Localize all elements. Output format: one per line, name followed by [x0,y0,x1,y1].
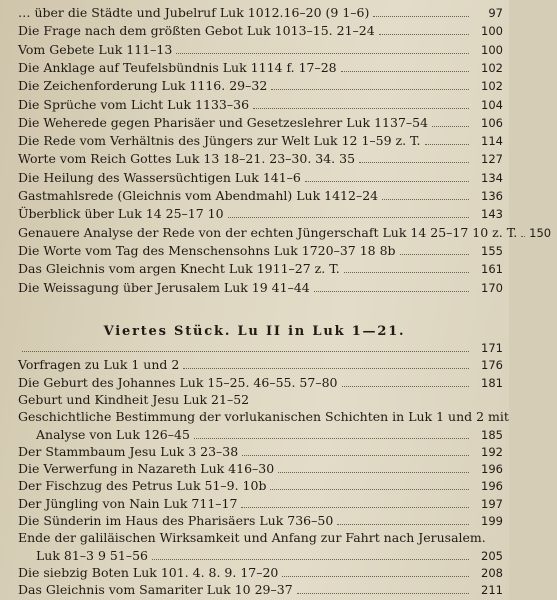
toc-entry [0,171,509,185]
toc-entry-title: Der Fischzug des Petrus Luk 51–9. 10b [18,478,267,494]
toc-entry [0,152,509,166]
toc-entry-page: 185 [481,427,503,442]
dot-leader [379,34,469,35]
toc-entry-title: Die Anklage auf Teufelsbündnis Luk 1114 f. 17–28 [18,59,337,75]
toc-entry-page: 106 [481,115,503,130]
toc-entry-page: 211 [481,583,503,598]
toc-entry-title: Die siebzig Boten Luk 101. 4. 8. 9. 17–20 [18,564,279,580]
dot-leader [183,368,469,369]
toc-entry [0,207,509,221]
dot-leader [305,181,469,182]
toc-entry [0,462,509,476]
toc-entry [0,244,509,258]
toc-entry-title: Die Weherede gegen Pharisäer und Gesetzeslehrer Luk 1137–54 [18,114,429,130]
dot-leader [359,162,469,163]
toc-entry-page: 155 [481,243,503,258]
toc-entry [0,393,509,407]
toc-entry-page: 136 [481,189,503,203]
dot-leader [342,386,470,387]
toc-entry-page: 176 [481,358,503,373]
dot-leader [425,144,469,145]
toc-entry-title: Die Rede vom Verhältnis des Jüngers zur Welt Luk 12 1–59 z. T. [18,133,421,149]
toc-entry [0,549,509,563]
toc-entry-title: Genauere Analyse der Rede von der echten Jüngerschaft Luk 14 25–17 10 z. T. [18,224,518,240]
toc-entry-page: 205 [481,548,503,563]
dot-leader [521,236,525,237]
toc-entry [0,98,509,112]
toc-entry-page: 196 [481,479,503,494]
toc-entry-page: 102 [481,60,503,75]
toc-entry [0,134,509,148]
toc-entry-title: Die Zeichenforderung Luk 1116. 29–32 [18,78,268,94]
toc-entry-title: Das Gleichnis vom argen Knecht Luk 1911–27 z. T. [18,261,340,277]
toc-entry-page: 196 [481,462,503,477]
toc-entry [0,428,509,442]
toc-entry [0,358,509,372]
toc-entry-page: 100 [481,42,503,57]
dot-leader [242,455,469,456]
toc-entry-page: 161 [481,262,503,277]
toc-entry-page: 171 [481,341,503,355]
toc-entry-title: Das Gleichnis vom Samariter Luk 10 29–37 [18,582,293,598]
toc-entry-title: Die Verwerfung in Nazareth Luk 416–30 [18,461,275,477]
dot-leader [314,291,469,292]
section-heading: Viertes Stück. Lu II in Luk 1—21. [103,324,406,339]
toc-entry-page: 143 [481,207,503,222]
toc-entry-page: 181 [481,375,503,390]
dot-leader [382,199,469,200]
dot-leader [344,272,469,273]
toc-entry-title: Ende der galiläischen Wirksamkeit und Anfang zur Fahrt nach Jerusalem. [18,530,486,546]
toc-entry-title: Die Sprüche vom Licht Luk 1133–36 [18,96,250,112]
toc-entry [0,43,509,57]
toc-entry-title: Die Weissagung über Jerusalem Luk 19 41–44 [18,279,310,295]
toc-entry [0,189,509,203]
dot-leader [341,71,469,72]
dot-leader [432,126,469,127]
toc-entry-title: Der Jüngling von Nain Luk 711–17 [18,495,238,511]
dot-leader [373,16,469,17]
dot-leader [228,217,469,218]
toc-entry-title: Worte vom Reich Gottes Luk 13 18–21. 23–30. 34. 35 [18,151,356,167]
toc-entry-page: 170 [481,280,503,295]
toc-entry-title: Die Worte vom Tag des Menschensohns Luk 1720–37 18 8b [18,242,396,258]
toc-entry-page: 134 [481,170,503,185]
toc-entry-page: 102 [481,79,503,94]
dot-leader [400,254,469,255]
dot-leader [270,489,469,490]
toc-entry-title: Überblick über Luk 14 25–17 10 [18,206,224,222]
toc-entry-page: 192 [481,444,503,459]
toc-entry-title: Der Stammbaum Jesu Luk 3 23–38 [18,443,239,459]
toc-entry [0,262,509,276]
toc-entry [0,566,509,580]
dot-leader [278,472,469,473]
toc-entry-title: Die Geburt des Johannes Luk 15–25. 46–55. 57–80 [18,374,338,390]
toc-entry [0,224,552,240]
toc-entry-page: 150 [529,225,552,240]
toc-entry-title: Vom Gebete Luk 111–13 [18,41,173,57]
toc-entry [0,479,509,493]
toc-entry-page: 100 [481,24,503,39]
toc-entry-title: Luk 81–3 9 51–56 [36,547,148,563]
toc-entry-title: Die Sünderin im Haus des Pharisäers Luk 736–50 [18,513,334,528]
toc-entry-title: Analyse von Luk 126–45 [36,426,190,442]
toc-entry [0,410,509,424]
toc-entry [0,341,509,355]
toc-entry-page: 104 [481,97,503,112]
dot-leader [22,351,469,352]
toc-entry-title: Geschichtliche Bestimmung der vorlukanischen Schichten in Luk 1 und 2 mit [18,409,509,425]
toc-entry [0,514,509,528]
toc-entry-title: … über die Städte und Jubelruf Luk 1012.16–20 (9 1–6) [18,5,370,20]
toc-entry [0,497,509,511]
toc-entry [0,79,509,93]
toc-entry [0,61,509,75]
toc-entry-title: Die Frage nach dem größten Gebot Luk 1013–15. 21–24 [18,23,375,39]
dot-leader [241,507,469,508]
toc-entry-page: 208 [481,565,503,580]
dot-leader [297,593,469,594]
toc-entry [0,531,509,545]
toc-entry-page: 199 [481,514,503,528]
toc-entry [0,281,509,295]
toc-entry-title: Gastmahlsrede (Gleichnis vom Abendmahl) Luk 1412–24 [18,188,379,203]
toc-entry-page: 114 [481,134,503,149]
dot-leader [337,524,469,525]
toc-entry-page: 97 [488,6,503,20]
toc-entry-title: Geburt und Kindheit Jesu Luk 21–52 [18,391,250,407]
toc-entry [0,445,509,459]
toc-entry-title: Vorfragen zu Luk 1 und 2 [18,357,180,373]
toc-entry [0,376,509,390]
dot-leader [194,438,469,439]
dot-leader [271,89,469,90]
dot-leader [152,559,469,560]
toc-entry [0,24,509,38]
toc-entry [0,116,509,130]
toc-entry [0,6,509,20]
toc-entry [0,583,509,597]
dot-leader [282,576,469,577]
toc-entry-title: Die Heilung des Wassersüchtigen Luk 141–6 [18,169,301,185]
toc-entry-page: 127 [481,152,503,167]
toc-entry-page: 197 [481,496,503,511]
dot-leader [176,53,469,54]
dot-leader [253,108,469,109]
